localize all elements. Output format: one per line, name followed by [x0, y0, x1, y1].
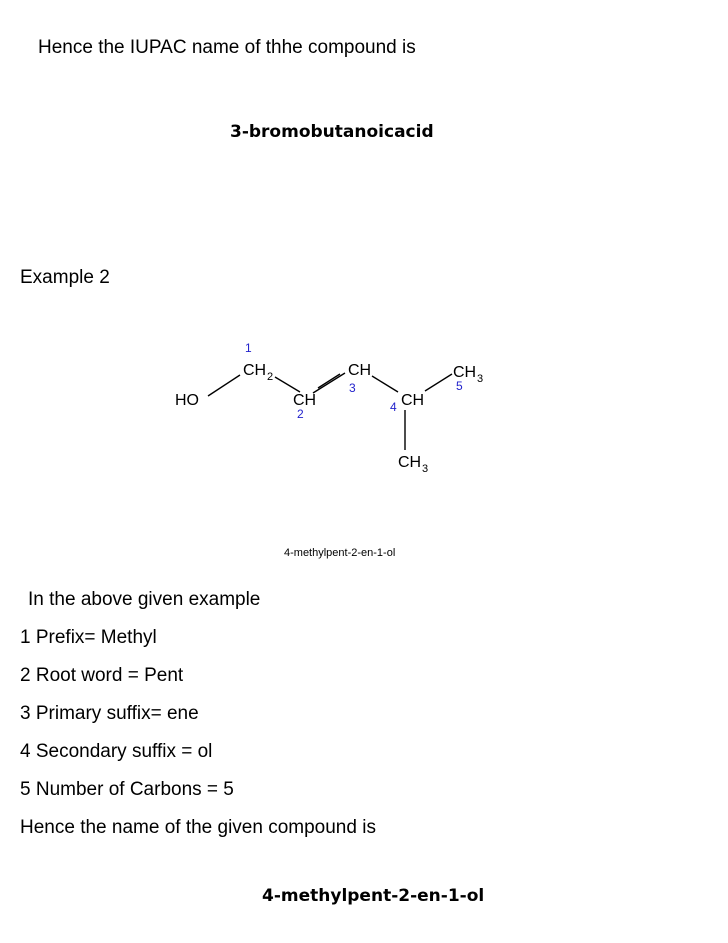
bond-c3-c4	[372, 376, 398, 392]
group-c3: CH	[348, 362, 372, 379]
bond-c4-c5	[425, 374, 452, 391]
example-heading: Example 2	[20, 267, 110, 288]
bond-o-c1	[208, 375, 240, 396]
group-ho: HO	[175, 392, 199, 409]
locant-4: 4	[390, 400, 397, 414]
group-c4: CH	[401, 392, 425, 409]
group-c1-subscript: 2	[267, 371, 274, 383]
intro-text: Hence the IUPAC name of thhe compound is	[38, 37, 416, 58]
explanation-item: 2 Root word = Pent	[20, 665, 184, 686]
locant-2: 2	[297, 407, 304, 421]
group-branch-subscript: 3	[422, 463, 429, 475]
group-c2: CH	[293, 392, 317, 409]
group-c5-subscript: 3	[477, 373, 484, 385]
explanation-item: 4 Secondary suffix = ol	[20, 741, 213, 762]
locant-5: 5	[456, 379, 463, 393]
group-c1: CH	[243, 362, 267, 379]
bond-c2-c3	[313, 373, 345, 393]
structural-formula	[0, 330, 728, 480]
explanation-answer: 4-methylpent-2-en-1-ol	[262, 886, 485, 906]
explanation-item: 5 Number of Carbons = 5	[20, 779, 234, 800]
explanation-item: 3 Primary suffix= ene	[20, 703, 199, 724]
explanation-conclusion: Hence the name of the given compound is	[20, 817, 376, 838]
explanation-lead: In the above given example	[28, 589, 261, 610]
bond-c1-c2	[275, 377, 300, 392]
explanation-item: 1 Prefix= Methyl	[20, 627, 157, 648]
intro-answer: 3-bromobutanoicacid	[230, 122, 434, 142]
group-branch: CH	[398, 454, 422, 471]
locant-1: 1	[245, 341, 252, 355]
bond-c2-c3-double	[318, 374, 340, 388]
group-c5: CH	[453, 364, 477, 381]
structure-caption: 4-methylpent-2-en-1-ol	[284, 547, 396, 559]
locant-3: 3	[349, 381, 356, 395]
